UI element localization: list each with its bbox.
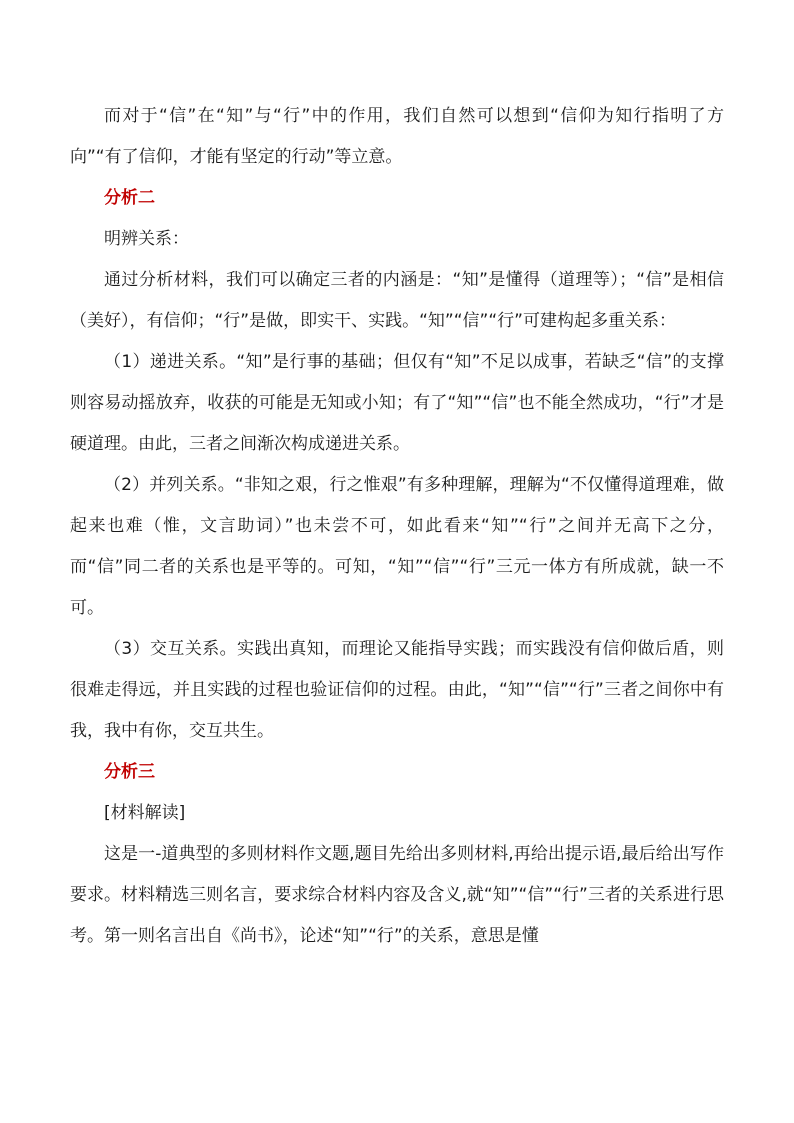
paragraph-clarify-relations: 明辨关系： <box>104 229 189 249</box>
heading-analysis-two: 分析二 <box>104 188 155 208</box>
paragraph-material-analysis: 这是一-道典型的多则材料作文题,题目先给出多则材料,再给出提示语,最后给出写作要求。材料精选三则名言，要求综合材料内容及含义,就“知”“信”“行”三者的关系进行思考。第一则名言出自《尚书》，论述“知”“行”的关系，意思是懂 <box>70 844 724 946</box>
document-body <box>70 96 724 957</box>
paragraph-parallel-relation: （2）并列关系。“非知之艰，行之惟艰”有多种理解，理解为“不仅懂得道理难，做起来也难（惟，文言助词）”也未尝不可，如此看来“知”“行”之间并无高下之分，而“信”同二者的关系也是平等的。可知，“知”“信”“行”三元一体方有所成就，缺一不可。 <box>70 475 724 618</box>
paragraph-xin-role: 而对于“信”在“知”与“行”中的作用，我们自然可以想到“信仰为知行指明了方向”“有了信仰，才能有坚定的行动”等立意。 <box>70 106 724 167</box>
paragraph-progressive-relation: （1）递进关系。“知”是行事的基础；但仅有“知”不足以成事，若缺乏“信”的支撑则容易动摇放弃，收获的可能是无知或小知；有了“知”“信”也不能全然成功，“行”才是硬道理。由此，三者之间渐次构成递进关系。 <box>70 352 724 454</box>
paragraph-material-interpretation: [材料解读] <box>104 803 186 823</box>
paragraph-interactive-relation: （3）交互关系。实践出真知，而理论又能指导实践；而实践没有信仰做后盾，则很难走得远，并且实践的过程也验证信仰的过程。由此，“知”“信”“行”三者之间你中有我，我中有你，交互共生。 <box>70 639 724 741</box>
paragraph-connotation: 通过分析材料，我们可以确定三者的内涵是：“知”是懂得（道理等）；“信”是相信（美好），有信仰；“行”是做，即实干、实践。“知”“信”“行”可建构起多重关系： <box>70 270 724 331</box>
heading-analysis-three: 分析三 <box>104 762 155 782</box>
